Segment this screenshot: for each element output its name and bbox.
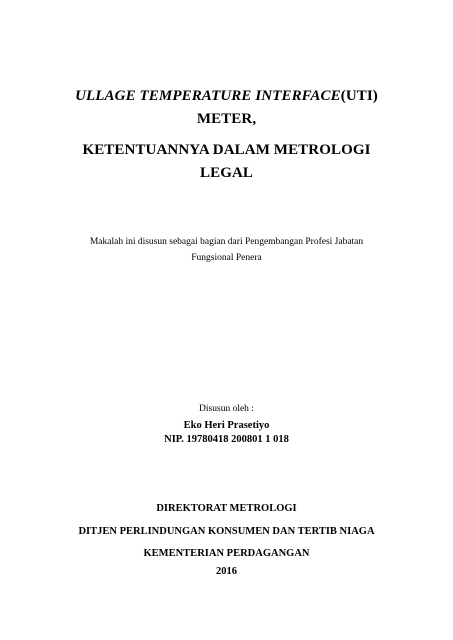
institution-line-3: KEMENTERIAN PERDAGANGAN (143, 548, 310, 559)
title-suffix: (UTI) (340, 88, 378, 104)
subtitle-line-2: Fungsional Penera (191, 253, 262, 263)
institution-line-2: DITJEN PERLINDUNGAN KONSUMEN DAN TERTIB NIAGA (78, 526, 375, 537)
author-nip: NIP. 19780418 200801 1 018 (164, 434, 289, 445)
author-by-label: Disusun oleh : (199, 404, 254, 414)
subtitle-line-1: Makalah ini disusun sebagai bagian dari Pengembangan Profesi Jabatan (89, 237, 364, 247)
title-line-1 (0, 88, 453, 105)
title-line-4: LEGAL (199, 165, 253, 181)
author-name: Eko Heri Prasetiyo (183, 420, 270, 431)
title-line-3: KETENTUANNYA DALAM METROLOGI (82, 142, 371, 158)
title-italic-part: ULLAGE TEMPERATURE INTERFACE (75, 88, 341, 104)
publication-year: 2016 (216, 566, 237, 577)
institution-line-1: DIREKTORAT METROLOGI (156, 503, 297, 514)
title-line-2: METER, (196, 111, 257, 127)
